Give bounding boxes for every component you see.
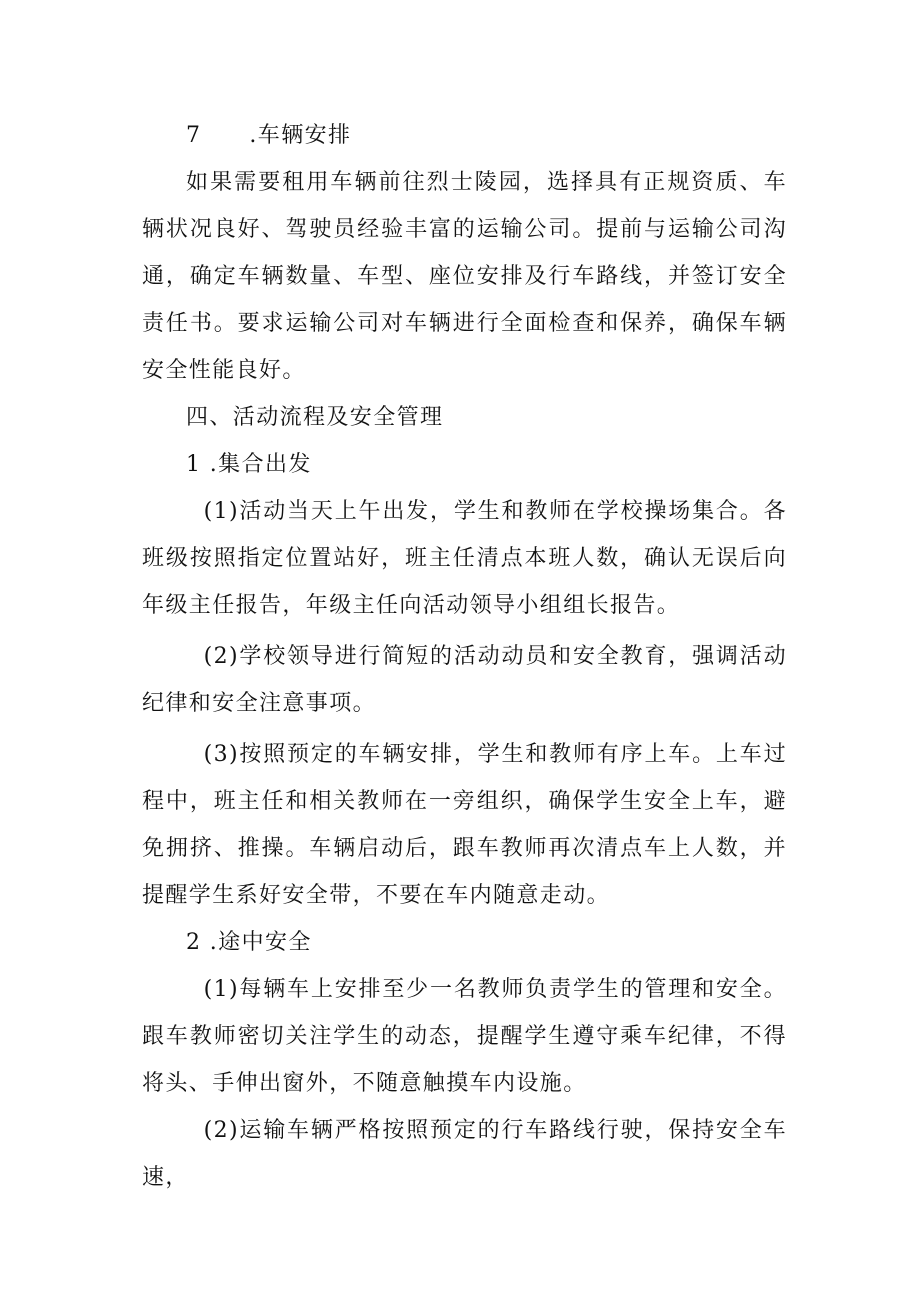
subsection-1-heading: 1 .集合出发 <box>186 452 312 477</box>
subsection-1-item-3: (3)按照预定的车辆安排，学生和教师有序上车。上车过程中，班主任和相关教师在一旁组织，确保学生安全上车，避免拥挤、推操。车辆启动后，跟车教师再次清点车上人数，并提醒学生系好安全带，不要在车内随意走动。 <box>142 742 787 908</box>
subsection-2-heading: 2 .途中安全 <box>186 930 312 955</box>
section-7-paragraph: 如果需要租用车辆前往烈士陵园，选择具有正规资质、车辆状况良好、驾驶员经验丰富的运输公司。提前与运输公司沟通，确定车辆数量、车型、座位安排及行车路线，并签订安全责任书。要求运输公司对车辆进行全面检查和保养，确保车辆安全性能良好。 <box>142 170 787 383</box>
document-body <box>142 112 787 1201</box>
section-7-number: 7 <box>186 123 202 148</box>
subsection-1-item-1: (1)活动当天上午出发，学生和教师在学校操场集合。各班级按照指定位置站好，班主任清点本班人数，确认无误后向年级主任报告，年级主任向活动领导小组组长报告。 <box>142 499 787 618</box>
subsection-2-item-2: (2)运输车辆严格按照预定的行车路线行驶，保持安全车速， <box>142 1118 787 1190</box>
section-7-heading <box>142 112 787 159</box>
subsection-2-item-1: (1)每辆车上安排至少一名教师负责学生的管理和安全。跟车教师密切关注学生的动态，提醒学生遵守乘车纪律，不得将头、手伸出窗外，不随意触摸车内设施。 <box>142 977 787 1096</box>
section-7-title: .车辆安排 <box>249 123 352 148</box>
subsection-1-item-2: (2)学校领导进行简短的活动动员和安全教育，强调活动纪律和安全注意事项。 <box>142 644 787 716</box>
part-4-heading: 四、活动流程及安全管理 <box>186 405 444 430</box>
